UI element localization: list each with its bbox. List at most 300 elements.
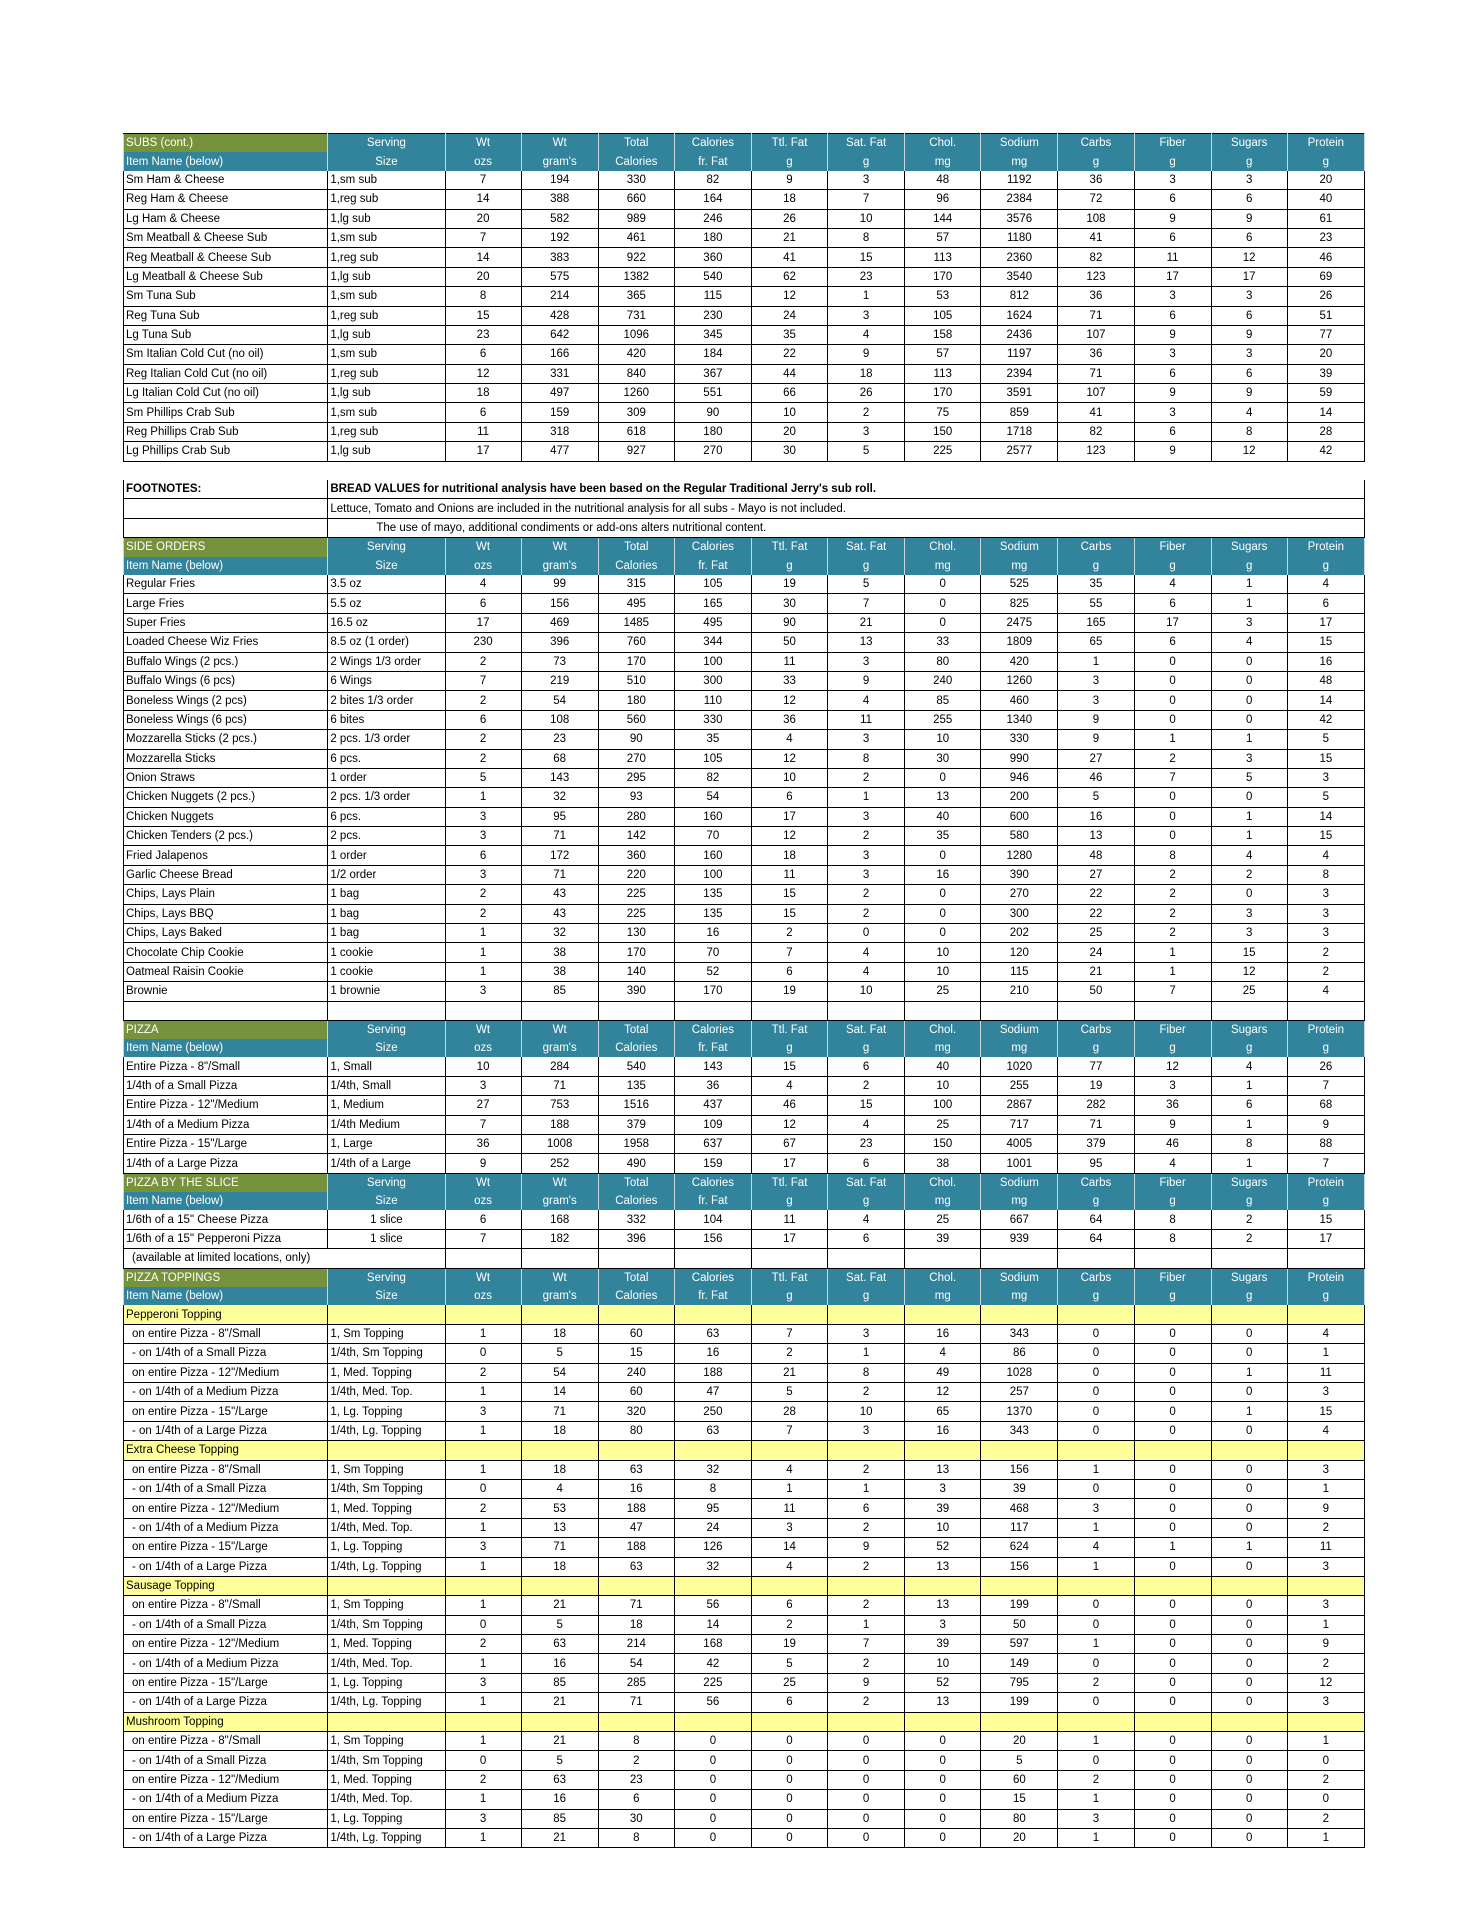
value-cell: 0 — [751, 1751, 827, 1770]
serving-size: 2 pcs. — [328, 827, 445, 846]
item-name: on entire Pizza - 15"/Large — [124, 1402, 328, 1421]
column-header: Sodium — [981, 538, 1058, 557]
value-cell: 1020 — [981, 1057, 1058, 1076]
column-header: Wt — [445, 538, 521, 557]
value-cell: 143 — [521, 768, 598, 787]
unit-header: g — [1287, 1039, 1364, 1057]
value-cell: 123 — [1058, 267, 1134, 286]
serving-size: 1/4th, Med. Top. — [328, 1383, 445, 1402]
item-name: - on 1/4th of a Medium Pizza — [124, 1654, 328, 1673]
value-cell: 10 — [905, 730, 981, 749]
serving-size: 1,reg sub — [328, 248, 445, 267]
value-cell: 95 — [1058, 1154, 1134, 1173]
value-cell: 82 — [674, 171, 751, 190]
value-cell: 67 — [751, 1134, 827, 1153]
spacer — [1287, 1305, 1364, 1324]
unit-header: fr. Fat — [674, 152, 751, 170]
value-cell: 24 — [1058, 943, 1134, 962]
value-cell: 7 — [445, 228, 521, 247]
value-cell: 1 — [1211, 1115, 1287, 1134]
value-cell: 17 — [751, 1154, 827, 1173]
item-name: Reg Italian Cold Cut (no oil) — [124, 364, 328, 383]
value-cell: 4 — [1058, 1538, 1134, 1557]
value-cell: 320 — [598, 1402, 674, 1421]
value-cell: 15 — [1211, 943, 1287, 962]
value-cell: 80 — [598, 1421, 674, 1440]
value-cell: 199 — [981, 1596, 1058, 1615]
units-header-row — [124, 1192, 1365, 1210]
serving-size: 1,reg sub — [328, 306, 445, 325]
value-cell: 14 — [1287, 403, 1364, 422]
value-cell: 75 — [905, 403, 981, 422]
serving-size: 1, Med. Topping — [328, 1363, 445, 1382]
value-cell: 36 — [751, 710, 827, 729]
unit-header: mg — [905, 1287, 981, 1305]
item-name: - on 1/4th of a Large Pizza — [124, 1693, 328, 1712]
spacer — [598, 1712, 674, 1731]
value-cell: 6 — [1134, 422, 1211, 441]
unit-header: fr. Fat — [674, 1287, 751, 1305]
value-cell: 1 — [1058, 1557, 1134, 1576]
value-cell: 3540 — [981, 267, 1058, 286]
serving-size: 1 slice — [328, 1210, 445, 1229]
value-cell: 3 — [445, 1673, 521, 1692]
value-cell: 2 — [751, 924, 827, 943]
value-cell: 0 — [674, 1809, 751, 1828]
value-cell: 5 — [828, 442, 905, 461]
value-cell: 90 — [751, 613, 827, 632]
value-cell: 105 — [674, 749, 751, 768]
unit-header: ozs — [445, 1192, 521, 1210]
value-cell: 18 — [828, 364, 905, 383]
value-cell: 0 — [751, 1790, 827, 1809]
value-cell: 637 — [674, 1134, 751, 1153]
table-row — [124, 228, 1365, 247]
value-cell: 6 — [751, 1596, 827, 1615]
value-cell: 2 — [1287, 1654, 1364, 1673]
value-cell: 6 — [751, 1693, 827, 1712]
item-name: on entire Pizza - 12"/Medium — [124, 1635, 328, 1654]
column-header: Sodium — [981, 1173, 1058, 1192]
value-cell: 0 — [751, 1732, 827, 1751]
value-cell: 170 — [905, 384, 981, 403]
value-cell: 0 — [905, 613, 981, 632]
value-cell: 8 — [828, 1363, 905, 1382]
spacer — [905, 1576, 981, 1595]
value-cell: 437 — [674, 1096, 751, 1115]
value-cell: 100 — [905, 1096, 981, 1115]
value-cell: 7 — [751, 1324, 827, 1343]
value-cell: 3 — [1211, 749, 1287, 768]
value-cell: 2 — [828, 1076, 905, 1095]
value-cell: 108 — [521, 710, 598, 729]
value-cell: 85 — [521, 982, 598, 1001]
value-cell: 144 — [905, 209, 981, 228]
value-cell: 120 — [981, 943, 1058, 962]
item-name-header: Item Name (below) — [124, 152, 328, 170]
item-name-header: Item Name (below) — [124, 557, 328, 575]
item-name: Garlic Cheese Bread — [124, 865, 328, 884]
value-cell: 2 — [828, 1383, 905, 1402]
value-cell: 52 — [905, 1538, 981, 1557]
spacer — [828, 1305, 905, 1324]
column-header: Chol. — [905, 1268, 981, 1287]
value-cell: 39 — [981, 1479, 1058, 1498]
value-cell: 80 — [905, 652, 981, 671]
value-cell: 332 — [598, 1210, 674, 1229]
unit-header: g — [1058, 152, 1134, 170]
value-cell: 1 — [445, 1693, 521, 1712]
serving-size: 1,sm sub — [328, 287, 445, 306]
value-cell: 21 — [751, 228, 827, 247]
value-cell: 77 — [1287, 325, 1364, 344]
value-cell: 1 — [1287, 1828, 1364, 1847]
value-cell: 1192 — [981, 171, 1058, 190]
value-cell: 46 — [1058, 768, 1134, 787]
item-name: Sm Ham & Cheese — [124, 171, 328, 190]
serving-size: 1/4th, Sm Topping — [328, 1751, 445, 1770]
value-cell: 90 — [598, 730, 674, 749]
value-cell: 379 — [1058, 1134, 1134, 1153]
value-cell: 420 — [981, 652, 1058, 671]
unit-header: mg — [981, 557, 1058, 575]
value-cell: 172 — [521, 846, 598, 865]
value-cell: 18 — [751, 846, 827, 865]
value-cell: 0 — [1134, 1809, 1211, 1828]
value-cell: 14 — [1287, 691, 1364, 710]
value-cell: 540 — [598, 1057, 674, 1076]
value-cell: 135 — [674, 885, 751, 904]
value-cell: 5 — [445, 768, 521, 787]
value-cell: 0 — [1211, 1421, 1287, 1440]
value-cell: 3 — [1134, 287, 1211, 306]
value-cell: 0 — [1058, 1324, 1134, 1343]
table-row — [124, 1557, 1365, 1576]
value-cell: 1 — [445, 1557, 521, 1576]
value-cell: 4 — [1211, 846, 1287, 865]
value-cell: 49 — [905, 1363, 981, 1382]
serving-size: 1,lg sub — [328, 325, 445, 344]
spacer — [1134, 1249, 1211, 1268]
value-cell: 5 — [751, 1383, 827, 1402]
value-cell: 188 — [674, 1363, 751, 1382]
item-name: Entire Pizza - 12"/Medium — [124, 1096, 328, 1115]
value-cell: 5 — [1287, 730, 1364, 749]
value-cell: 0 — [1058, 1596, 1134, 1615]
serving-size: 6 bites — [328, 710, 445, 729]
value-cell: 540 — [674, 267, 751, 286]
value-cell: 194 — [521, 171, 598, 190]
item-name: Onion Straws — [124, 768, 328, 787]
value-cell: 0 — [905, 904, 981, 923]
table-row — [124, 1057, 1365, 1076]
column-header: Calories — [674, 1020, 751, 1039]
serving-size: 1/4th, Sm Topping — [328, 1615, 445, 1634]
value-cell: 52 — [905, 1673, 981, 1692]
value-cell: 11 — [751, 1210, 827, 1229]
unit-header: g — [1134, 1287, 1211, 1305]
value-cell: 14 — [445, 248, 521, 267]
value-cell: 10 — [445, 1057, 521, 1076]
value-cell: 13 — [905, 1557, 981, 1576]
spacer — [828, 1441, 905, 1460]
value-cell: 0 — [1134, 1828, 1211, 1847]
value-cell: 3 — [828, 846, 905, 865]
section-header-row — [124, 134, 1365, 153]
value-cell: 1 — [445, 943, 521, 962]
item-name: Chocolate Chip Cookie — [124, 943, 328, 962]
value-cell: 225 — [674, 1673, 751, 1692]
value-cell: 3591 — [981, 384, 1058, 403]
unit-header: gram's — [521, 1192, 598, 1210]
column-header: Sugars — [1211, 134, 1287, 153]
value-cell: 390 — [598, 982, 674, 1001]
serving-size: 1, Lg. Topping — [328, 1402, 445, 1421]
value-cell: 6 — [1211, 228, 1287, 247]
value-cell: 23 — [445, 325, 521, 344]
column-header: Ttl. Fat — [751, 538, 827, 557]
value-cell: 10 — [905, 962, 981, 981]
value-cell: 54 — [598, 1654, 674, 1673]
value-cell: 54 — [521, 1363, 598, 1382]
value-cell: 0 — [1211, 1383, 1287, 1402]
value-cell: 12 — [751, 1115, 827, 1134]
value-cell: 4 — [1287, 1324, 1364, 1343]
item-name: - on 1/4th of a Large Pizza — [124, 1828, 328, 1847]
unit-header: g — [1287, 1287, 1364, 1305]
value-cell: 230 — [445, 633, 521, 652]
value-cell: 7 — [445, 171, 521, 190]
spacer — [981, 1001, 1058, 1020]
value-cell: 200 — [981, 788, 1058, 807]
value-cell: 460 — [981, 691, 1058, 710]
value-cell: 309 — [598, 403, 674, 422]
value-cell: 165 — [1058, 613, 1134, 632]
item-name: Reg Ham & Cheese — [124, 190, 328, 209]
serving-size: 1,sm sub — [328, 345, 445, 364]
value-cell: 1370 — [981, 1402, 1058, 1421]
value-cell: 8 — [598, 1828, 674, 1847]
item-name: - on 1/4th of a Medium Pizza — [124, 1383, 328, 1402]
value-cell: 64 — [1058, 1210, 1134, 1229]
value-cell: 12 — [751, 749, 827, 768]
unit-header: g — [1211, 1192, 1287, 1210]
topping-category-row — [124, 1305, 1365, 1324]
value-cell: 17 — [751, 1229, 827, 1248]
unit-header: ozs — [445, 557, 521, 575]
value-cell: 1340 — [981, 710, 1058, 729]
spacer — [751, 1305, 827, 1324]
section-title: SUBS (cont.) — [124, 134, 328, 153]
value-cell: 9 — [1134, 325, 1211, 344]
unit-header: ozs — [445, 1039, 521, 1057]
value-cell: 0 — [674, 1770, 751, 1789]
value-cell: 170 — [598, 943, 674, 962]
value-cell: 939 — [981, 1229, 1058, 1248]
value-cell: 5 — [751, 1654, 827, 1673]
column-header: Calories — [674, 538, 751, 557]
serving-size: 6 Wings — [328, 671, 445, 690]
value-cell: 156 — [981, 1557, 1058, 1576]
value-cell: 0 — [1211, 788, 1287, 807]
serving-size: 1, Sm Topping — [328, 1596, 445, 1615]
value-cell: 825 — [981, 594, 1058, 613]
item-name: on entire Pizza - 12"/Medium — [124, 1770, 328, 1789]
value-cell: 1001 — [981, 1154, 1058, 1173]
value-cell: 0 — [1134, 827, 1211, 846]
topping-category-row — [124, 1712, 1365, 1731]
value-cell: 47 — [598, 1518, 674, 1537]
value-cell: 343 — [981, 1324, 1058, 1343]
value-cell: 16 — [521, 1790, 598, 1809]
unit-header: g — [828, 152, 905, 170]
value-cell: 68 — [1287, 1096, 1364, 1115]
value-cell: 38 — [905, 1154, 981, 1173]
spacer — [981, 1441, 1058, 1460]
value-cell: 168 — [521, 1210, 598, 1229]
value-cell: 70 — [674, 943, 751, 962]
value-cell: 156 — [674, 1229, 751, 1248]
value-cell: 3 — [445, 827, 521, 846]
value-cell: 13 — [905, 788, 981, 807]
spacer — [445, 1001, 521, 1020]
value-cell: 96 — [905, 190, 981, 209]
value-cell: 17 — [1134, 613, 1211, 632]
value-cell: 36 — [674, 1076, 751, 1095]
value-cell: 71 — [521, 1076, 598, 1095]
column-header: Serving — [328, 538, 445, 557]
value-cell: 3 — [1134, 403, 1211, 422]
value-cell: 24 — [751, 306, 827, 325]
spacer — [905, 1001, 981, 1020]
value-cell: 9 — [1134, 442, 1211, 461]
value-cell: 56 — [674, 1596, 751, 1615]
item-name: Lg Tuna Sub — [124, 325, 328, 344]
value-cell: 1 — [445, 1518, 521, 1537]
value-cell: 27 — [1058, 865, 1134, 884]
unit-header: mg — [905, 152, 981, 170]
value-cell: 59 — [1287, 384, 1364, 403]
value-cell: 39 — [905, 1635, 981, 1654]
item-name: Reg Phillips Crab Sub — [124, 422, 328, 441]
value-cell: 0 — [1058, 1421, 1134, 1440]
value-cell: 55 — [1058, 594, 1134, 613]
item-name: Sm Italian Cold Cut (no oil) — [124, 345, 328, 364]
value-cell: 12 — [1211, 248, 1287, 267]
value-cell: 3 — [1211, 345, 1287, 364]
value-cell: 1 — [1134, 1538, 1211, 1557]
value-cell: 330 — [674, 710, 751, 729]
value-cell: 295 — [598, 768, 674, 787]
value-cell: 17 — [1287, 1229, 1364, 1248]
value-cell: 46 — [751, 1096, 827, 1115]
table-row — [124, 904, 1365, 923]
value-cell: 390 — [981, 865, 1058, 884]
value-cell: 300 — [981, 904, 1058, 923]
table-row — [124, 1654, 1365, 1673]
value-cell: 9 — [1287, 1115, 1364, 1134]
value-cell: 22 — [1058, 904, 1134, 923]
spacer — [1058, 1712, 1134, 1731]
value-cell: 57 — [905, 345, 981, 364]
value-cell: 33 — [905, 633, 981, 652]
value-cell: 220 — [598, 865, 674, 884]
value-cell: 4 — [1287, 1421, 1364, 1440]
value-cell: 5 — [521, 1615, 598, 1634]
value-cell: 35 — [674, 730, 751, 749]
table-row — [124, 846, 1365, 865]
value-cell: 946 — [981, 768, 1058, 787]
value-cell: 2475 — [981, 613, 1058, 632]
value-cell: 12 — [1211, 442, 1287, 461]
value-cell: 16 — [1058, 807, 1134, 826]
item-name: 1/6th of a 15" Pepperoni Pizza — [124, 1229, 328, 1248]
spacer — [328, 1576, 445, 1595]
column-header: Calories — [674, 1173, 751, 1192]
table-row — [124, 652, 1365, 671]
value-cell: 38 — [521, 962, 598, 981]
value-cell: 2 — [445, 730, 521, 749]
value-cell: 10 — [905, 1518, 981, 1537]
value-cell: 16 — [905, 1324, 981, 1343]
value-cell: 63 — [521, 1635, 598, 1654]
value-cell: 2867 — [981, 1096, 1058, 1115]
value-cell: 156 — [521, 594, 598, 613]
item-name: on entire Pizza - 15"/Large — [124, 1809, 328, 1828]
value-cell: 0 — [905, 1790, 981, 1809]
value-cell: 85 — [521, 1673, 598, 1692]
value-cell: 10 — [905, 1654, 981, 1673]
value-cell: 1 — [445, 1790, 521, 1809]
value-cell: 71 — [598, 1596, 674, 1615]
value-cell: 16 — [521, 1654, 598, 1673]
value-cell: 11 — [751, 865, 827, 884]
value-cell: 270 — [598, 749, 674, 768]
value-cell: 113 — [905, 364, 981, 383]
value-cell: 2 — [1134, 749, 1211, 768]
value-cell: 24 — [674, 1518, 751, 1537]
value-cell: 0 — [1211, 1499, 1287, 1518]
serving-size: 1,sm sub — [328, 228, 445, 247]
value-cell: 199 — [981, 1693, 1058, 1712]
item-name: - on 1/4th of a Large Pizza — [124, 1557, 328, 1576]
item-name: Reg Tuna Sub — [124, 306, 328, 325]
serving-size: 1/4th, Sm Topping — [328, 1479, 445, 1498]
value-cell: 1260 — [598, 384, 674, 403]
value-cell: 0 — [1134, 1479, 1211, 1498]
value-cell: 0 — [1058, 1479, 1134, 1498]
value-cell: 343 — [981, 1421, 1058, 1440]
column-header: Protein — [1287, 1173, 1364, 1192]
value-cell: 41 — [751, 248, 827, 267]
spacer — [521, 1576, 598, 1595]
table-row — [124, 1115, 1365, 1134]
spacer — [1058, 1305, 1134, 1324]
value-cell: 107 — [1058, 325, 1134, 344]
value-cell: 225 — [905, 442, 981, 461]
value-cell: 110 — [674, 691, 751, 710]
value-cell: 624 — [981, 1538, 1058, 1557]
value-cell: 717 — [981, 1115, 1058, 1134]
spacer — [1287, 1712, 1364, 1731]
value-cell: 71 — [1058, 1115, 1134, 1134]
section-title: PIZZA TOPPINGS — [124, 1268, 328, 1287]
value-cell: 18 — [521, 1421, 598, 1440]
unit-header: g — [1134, 1039, 1211, 1057]
value-cell: 108 — [1058, 209, 1134, 228]
value-cell: 285 — [598, 1673, 674, 1692]
value-cell: 2 — [828, 403, 905, 422]
